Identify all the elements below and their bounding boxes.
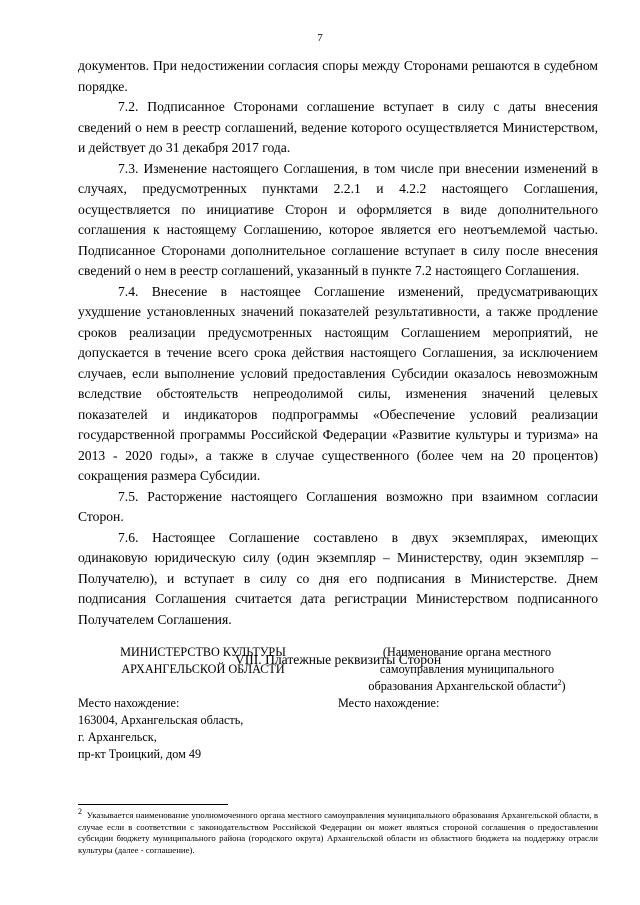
paragraph-7-1-continued: документов. При недостижении согласия споры между Сторонами решаются в судебном порядке. <box>78 58 598 94</box>
left-party <box>78 644 338 763</box>
right-org-line3-tail: ) <box>561 679 566 693</box>
left-address-line1: 163004, Архангельская область, <box>78 713 244 727</box>
footnote-text: Указывается наименование уполномоченного органа местного самоуправления муниципального образования Архангельской области, в случае если в соответствии с законодательством Российской Федерации он может являться стороной соглашения о предоставлении субсидии бюджету муниципального района (городского округа) Архангельской области из областного бюджета на поддержку отрасли культуры (далее - соглашение). <box>78 810 598 855</box>
right-org-line2: самоуправления муниципального <box>379 662 555 676</box>
footnote <box>78 807 598 856</box>
paragraph-7-6: 7.6. Настоящее Соглашение составлено в двух экземплярах, имеющих одинаковую юридическую силу (один экземпляр – Министерству, один экземпляр – Получателю), и вступает в силу со дня его подписания в Министерстве. Днем подписания Соглашения считается дата регистрации Министерством подписанного Получателем Соглашения. <box>78 529 598 627</box>
left-org-line2: АРХАНГЕЛЬСКОЙ ОБЛАСТИ <box>121 662 285 676</box>
document-body <box>78 56 598 671</box>
left-location-label: Место нахождение: <box>78 696 180 710</box>
paragraph-7-5: 7.5. Расторжение настоящего Соглашения возможно при взаимном согласии Сторон. <box>78 488 598 524</box>
page-number: 7 <box>317 32 323 44</box>
paragraph-7-4: 7.4. Внесение в настоящее Соглашение изменений, предусматривающих ухудшение установленных значений показателей результативности, а также продление сроков реализации предусмотренных настоящим Соглашением мероприятий, не допускается в течение всего срока действия настоящего Соглашения, за исключением случаев, если выполнение условий предоставления Субсидии оказалось невозможным вследствие обстоятельств непреодолимой силы, изменения значений целевых показателей и индикаторов подпрограммы «Обеспечение условий реализации государственной программы Российской Федерации «Развитие культуры и туризма» на 2013 - 2020 годы», а также в случае существенного (более чем на 20 процентов) сокращения размера Субсидии. <box>78 283 598 483</box>
footnote-divider <box>78 804 228 805</box>
right-org-line3 <box>336 678 598 695</box>
paragraph-7-3: 7.3. Изменение настоящего Соглашения, в том числе при внесении изменений в случаях, предусмотренных пунктами 2.2.1 и 4.2.2 настоящего Соглашения, осуществляется по инициативе Сторон и оформляется в виде дополнительного соглашения к настоящему Соглашению, которое является его неотъемлемой частью. Подписанное Сторонами дополнительное соглашение вступает в силу после внесения сведений о нем в реестр соглашений, указанный в пункте 7.2 настоящего Соглашения. <box>78 160 598 278</box>
footnote-marker: 2 <box>78 807 82 817</box>
footnote-ref: 2 <box>557 677 562 687</box>
right-location-label: Место нахождение: <box>338 696 440 710</box>
paragraph-7-2: 7.2. Подписанное Сторонами соглашение вступает в силу с даты внесения сведений о нем в реестр соглашений, ведение которого осуществляется Министерством, и действует до 31 декабря 2017 года. <box>78 99 598 155</box>
left-address-line2: г. Архангельск, <box>78 730 157 744</box>
left-org-line1: МИНИСТЕРСТВО КУЛЬТУРЫ <box>120 645 286 659</box>
right-party <box>336 644 598 712</box>
right-org-line1: (Наименование органа местного <box>382 645 552 659</box>
right-org-line3-text: образования Архангельской области <box>368 679 558 693</box>
left-address-line3: пр-кт Троицкий, дом 49 <box>78 747 202 761</box>
section-title: VIII. Платежные реквизиты Сторон <box>234 652 442 667</box>
